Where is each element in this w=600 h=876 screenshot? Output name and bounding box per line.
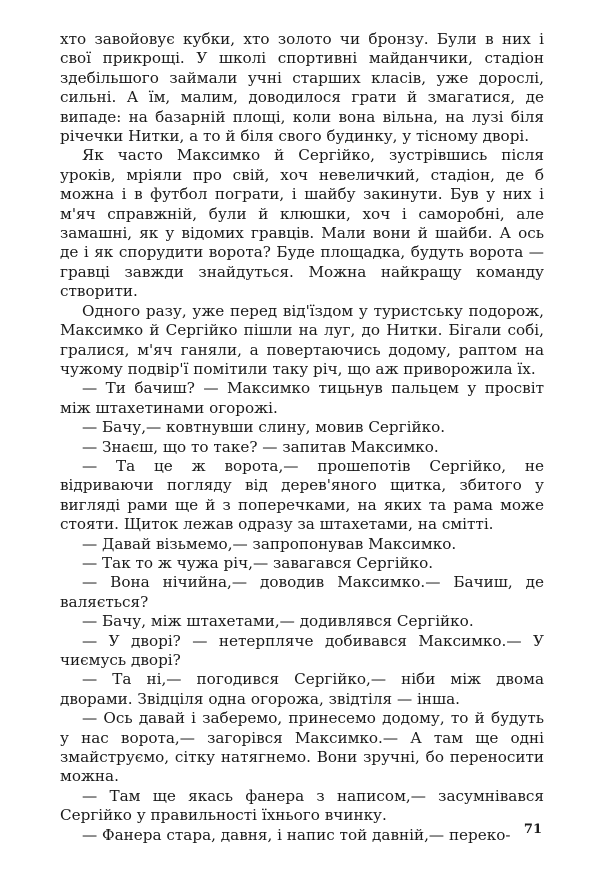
paragraph: хто завойовує кубки, хто золото чи бронзу. Були в них і свої прикрощі. У школі спортивні майданчики, стадіон здебільшого займали учні старших класів, уже дорослі, сильні. А їм, малим, доводилося грати й змагатися, де випаде: на базарній площі, коли вона вільна, на лузі біля річечки Нитки, а то й біля свого будинку, у тісному дворі. [60, 30, 544, 146]
dialogue-line: — Так то ж чужа річ,— завагався Сергійко. [82, 553, 434, 572]
dialogue-line: — Фанера стара, давня, і напис той давній,— переко- [82, 825, 511, 844]
dialogue-line: — Давай візьмемо,— запропонував Максимко. [82, 534, 457, 553]
dialogue-line: — Бачу,— ковтнувши слину, мовив Сергійко. [82, 418, 446, 437]
dialogue-line: — Ось давай і заберемо, принесемо додому, то й будуть у нас ворота,— загорівся Максимко.— А там ще одні змайструємо, сітку натягнемо. Вони зручні, бо переносити можна. [60, 709, 544, 786]
paragraph: Одного разу, уже перед від'їздом у туристську подорож, Максимко й Сергійко пішли на луг, до Нитки. Бігали собі, гралися, м'яч ганяли, а повертаючись додому, раптом на чужому подвір'ї помітили таку річ, що аж приворожила їх. [60, 301, 544, 378]
paragraph: Як часто Максимко й Сергійко, зустрівшись після уроків, мріяли про свій, хоч невеличкий, стадіон, де б можна і в футбол пограти, і шайбу закинути. Був у них і м'яч справжній, були й клюшки, хоч і саморобні, але замашні, як у відомих гравців. Мали вони й шайби. А ось де і як спорудити ворота? Буде площадка, будуть ворота — гравці завжди знайдуться. Можна найкращу команду створити. [60, 146, 544, 301]
page-text [60, 30, 544, 845]
dialogue-line: — Знаєш, що то таке? — запитав Максимко. [82, 437, 439, 456]
dialogue-line: — Та ні,— погодився Сергійко,— ніби між двома дворами. Звідціля одна огорожа, звідтіля — інша. [60, 670, 544, 708]
dialogue-line: — Та це ж ворота,— прошепотів Сергійко, не відриваючи погляду від дерев'яного щитка, збитого у вигляді рами ще й з поперечками, на яких та рама може стояти. Щиток лежав одразу за штахетами, на смітті. [60, 456, 544, 534]
dialogue-line: — Там ще якась фанера з написом,— засумнівався Сергійко у правильності їхнього вчинку. [60, 786, 544, 825]
page-number: 71 [523, 822, 542, 837]
dialogue-line: — Бачу, між штахетами,— додивлявся Сергійко. [82, 612, 474, 631]
dialogue-line: — Вона нічийна,— доводив Максимко.— Бачиш, де валяється? [60, 573, 544, 611]
dialogue-line: — У дворі? — нетерпляче добивався Максимко.— У чиємусь дворі? [60, 631, 544, 669]
dialogue-line: — Ти бачиш? — Максимко тицьнув пальцем у просвіт між штахетинами огорожі. [60, 379, 544, 417]
